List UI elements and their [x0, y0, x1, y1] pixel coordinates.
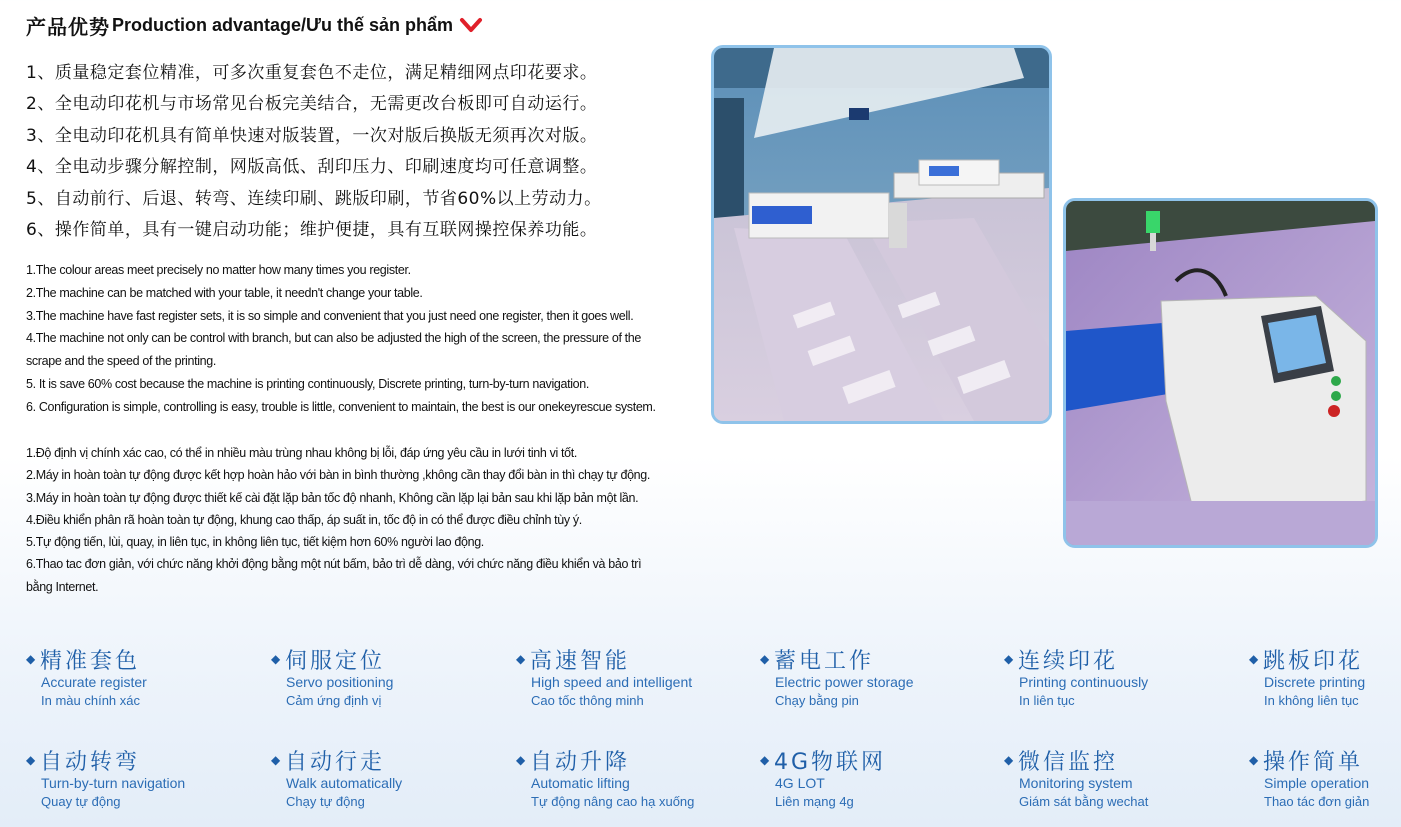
feature-title-zh: 自动转弯 — [40, 749, 141, 775]
feature-label-vi: Thao tác đơn giản — [1264, 794, 1370, 809]
english-point: 6. Configuration is simple, controlling is easy, trouble is little, convenient to maintain, the best is our onekeyrescue system. — [26, 399, 656, 414]
feature-title-zh: 操作简单 — [1263, 749, 1364, 775]
feature-item — [1249, 746, 1401, 811]
feature-title — [760, 645, 1000, 673]
machine-closeup-photo — [1063, 198, 1378, 548]
diamond-bullet-icon: ◆ — [271, 753, 281, 767]
feature-item — [1004, 645, 1244, 710]
feature-item — [760, 746, 1000, 811]
feature-title — [1249, 645, 1401, 673]
vietnamese-advantage-list — [26, 442, 696, 598]
feature-label-vi: Cao tốc thông minh — [531, 693, 644, 708]
feature-title — [516, 746, 756, 774]
diamond-bullet-icon: ◆ — [1004, 753, 1014, 767]
feature-label-en: Printing continuously — [1019, 674, 1149, 690]
diamond-bullet-icon: ◆ — [1249, 753, 1259, 767]
chinese-point: 4、全电动步骤分解控制，网版高低、刮印压力、印刷速度均可任意调整。 — [26, 157, 598, 178]
feature-label-en: Walk automatically — [286, 775, 403, 791]
feature-label-en: Electric power storage — [775, 674, 914, 690]
feature-item — [1249, 645, 1401, 710]
feature-item — [271, 645, 511, 710]
feature-title — [271, 645, 511, 673]
feature-label-en: Discrete printing — [1264, 674, 1366, 690]
feature-label-vi: In liên tục — [1019, 693, 1075, 708]
english-point: 2.The machine can be matched with your table, it needn't change your table. — [26, 285, 423, 300]
diamond-bullet-icon: ◆ — [1249, 652, 1259, 666]
feature-title-zh: 连续印花 — [1018, 648, 1119, 674]
feature-label-en: Accurate register — [41, 674, 147, 690]
feature-title-zh: 跳板印花 — [1263, 648, 1364, 674]
feature-item — [516, 645, 756, 710]
section-title-zh: 产品优势 — [26, 14, 110, 39]
factory-photo-printing-line — [711, 45, 1052, 424]
feature-title — [760, 746, 1000, 774]
vietnamese-point: bằng Internet. — [26, 579, 99, 594]
feature-title — [1004, 645, 1244, 673]
feature-title — [1249, 746, 1401, 774]
feature-label-en: Automatic lifting — [531, 775, 630, 791]
diamond-bullet-icon: ◆ — [760, 652, 770, 666]
feature-label-vi: Cảm ứng định vị — [286, 693, 382, 708]
feature-title-zh: 自动行走 — [285, 749, 386, 775]
feature-label-en: High speed and intelligent — [531, 674, 693, 690]
feature-label-en: Simple operation — [1264, 775, 1370, 791]
feature-title — [516, 645, 756, 673]
feature-item — [26, 645, 266, 710]
feature-item — [271, 746, 511, 811]
chinese-advantage-list — [26, 58, 666, 246]
feature-title-zh: 自动升降 — [530, 749, 631, 775]
feature-label-vi: Chạy bằng pin — [775, 693, 859, 708]
feature-title — [26, 645, 266, 673]
feature-title-zh: 伺服定位 — [285, 648, 386, 674]
feature-label-vi: Liên mạng 4g — [775, 794, 854, 809]
section-header — [26, 10, 483, 40]
chinese-point: 5、自动前行、后退、转弯、连续印刷、跳版印刷，节省60%以上劳动力。 — [26, 188, 602, 209]
feature-label-en: Servo positioning — [286, 674, 394, 690]
diamond-bullet-icon: ◆ — [760, 753, 770, 767]
feature-title-zh: 4G物联网 — [774, 749, 887, 775]
english-point: scrape and the speed of the printing. — [26, 354, 216, 369]
feature-item — [1004, 746, 1244, 811]
feature-label-vi: Quay tự động — [41, 794, 121, 809]
feature-label-vi: Giám sát bằng wechat — [1019, 794, 1149, 809]
chinese-point: 1、质量稳定套位精准，可多次重复套色不走位，满足精细网点印花要求。 — [26, 63, 598, 83]
chinese-point: 3、全电动印花机具有简单快速对版装置，一次对版后换版无须再次对版。 — [26, 125, 598, 146]
vietnamese-point: 6.Thao tac đơn giản, với chức năng khởi động bằng một nút bấm, bảo trì dễ dàng, với chức năng điều khiển và bảo trì — [26, 557, 642, 572]
feature-title-zh: 蓄电工作 — [774, 648, 875, 674]
feature-item — [516, 746, 756, 811]
feature-title-zh: 精准套色 — [40, 648, 141, 674]
section-title-en: Production advantage/Ưu thế sản phẩm — [112, 14, 453, 35]
feature-label-en: 4G LOT — [775, 775, 825, 791]
feature-title-zh: 高速智能 — [530, 648, 631, 674]
feature-label-vi: Tự động nâng cao hạ xuống — [531, 794, 695, 809]
feature-label-vi: In không liên tục — [1264, 693, 1359, 708]
vietnamese-point: 4.Điều khiển phân rã hoàn toàn tự động, khung cao thấp, áp suất in, tốc độ in có thể được điều chỉnh tùy ý. — [26, 512, 582, 527]
feature-label-vi: Chạy tự động — [286, 794, 365, 809]
diamond-bullet-icon: ◆ — [1004, 652, 1014, 666]
english-point: 3.The machine have fast register sets, it is so simple and convenient that you just need one register, then it goes well. — [26, 308, 634, 323]
feature-item — [760, 645, 1000, 710]
feature-label-en: Monitoring system — [1019, 775, 1133, 791]
english-point: 4.The machine not only can be control with branch, but can also be adjusted the high of the screen, the pressure of the — [26, 331, 642, 346]
english-advantage-list — [26, 259, 696, 419]
vietnamese-point: 5.Tự động tiến, lùi, quay, in liên tục, in không liên tục, tiết kiệm hơn 60% người lao động. — [26, 535, 484, 550]
diamond-bullet-icon: ◆ — [26, 652, 36, 666]
vietnamese-point: 3.Máy in hoàn toàn tự động được thiết kế cài đặt lặp bản tốc độ nhanh, Không cần lặp lại bản sau khi lặp bản một lần. — [26, 490, 639, 505]
feature-title — [1004, 746, 1244, 774]
feature-label-vi: In màu chính xác — [41, 693, 140, 708]
feature-title — [271, 746, 511, 774]
diamond-bullet-icon: ◆ — [516, 753, 526, 767]
feature-title-zh: 微信监控 — [1018, 749, 1119, 775]
chinese-point: 6、操作简单，具有一键启动功能；维护便捷，具有互联网操控保养功能。 — [26, 220, 598, 241]
diamond-bullet-icon: ◆ — [26, 753, 36, 767]
vietnamese-point: 1.Độ định vị chính xác cao, có thể in nhiều màu trùng nhau không bị lỗi, đáp ứng yêu cầu in lưới tinh vi tốt. — [26, 446, 578, 460]
chinese-point: 2、全电动印花机与市场常见台板完美结合，无需更改台板即可自动运行。 — [26, 94, 598, 115]
chevron-down-icon — [459, 15, 483, 35]
english-point: 5. It is save 60% cost because the machine is printing continuously, Discrete printing, turn-by-turn navigation. — [26, 376, 589, 391]
feature-title — [26, 746, 266, 774]
vietnamese-point: 2.Máy in hoàn toàn tự động được kết hợp hoàn hảo với bàn in bình thường ,không cần thay đổi bàn in thì chạy tự động. — [26, 468, 651, 483]
feature-label-en: Turn-by-turn navigation — [41, 775, 186, 791]
diamond-bullet-icon: ◆ — [271, 652, 281, 666]
diamond-bullet-icon: ◆ — [516, 652, 526, 666]
feature-item — [26, 746, 266, 811]
english-point: 1.The colour areas meet precisely no matter how many times you register. — [26, 263, 411, 277]
